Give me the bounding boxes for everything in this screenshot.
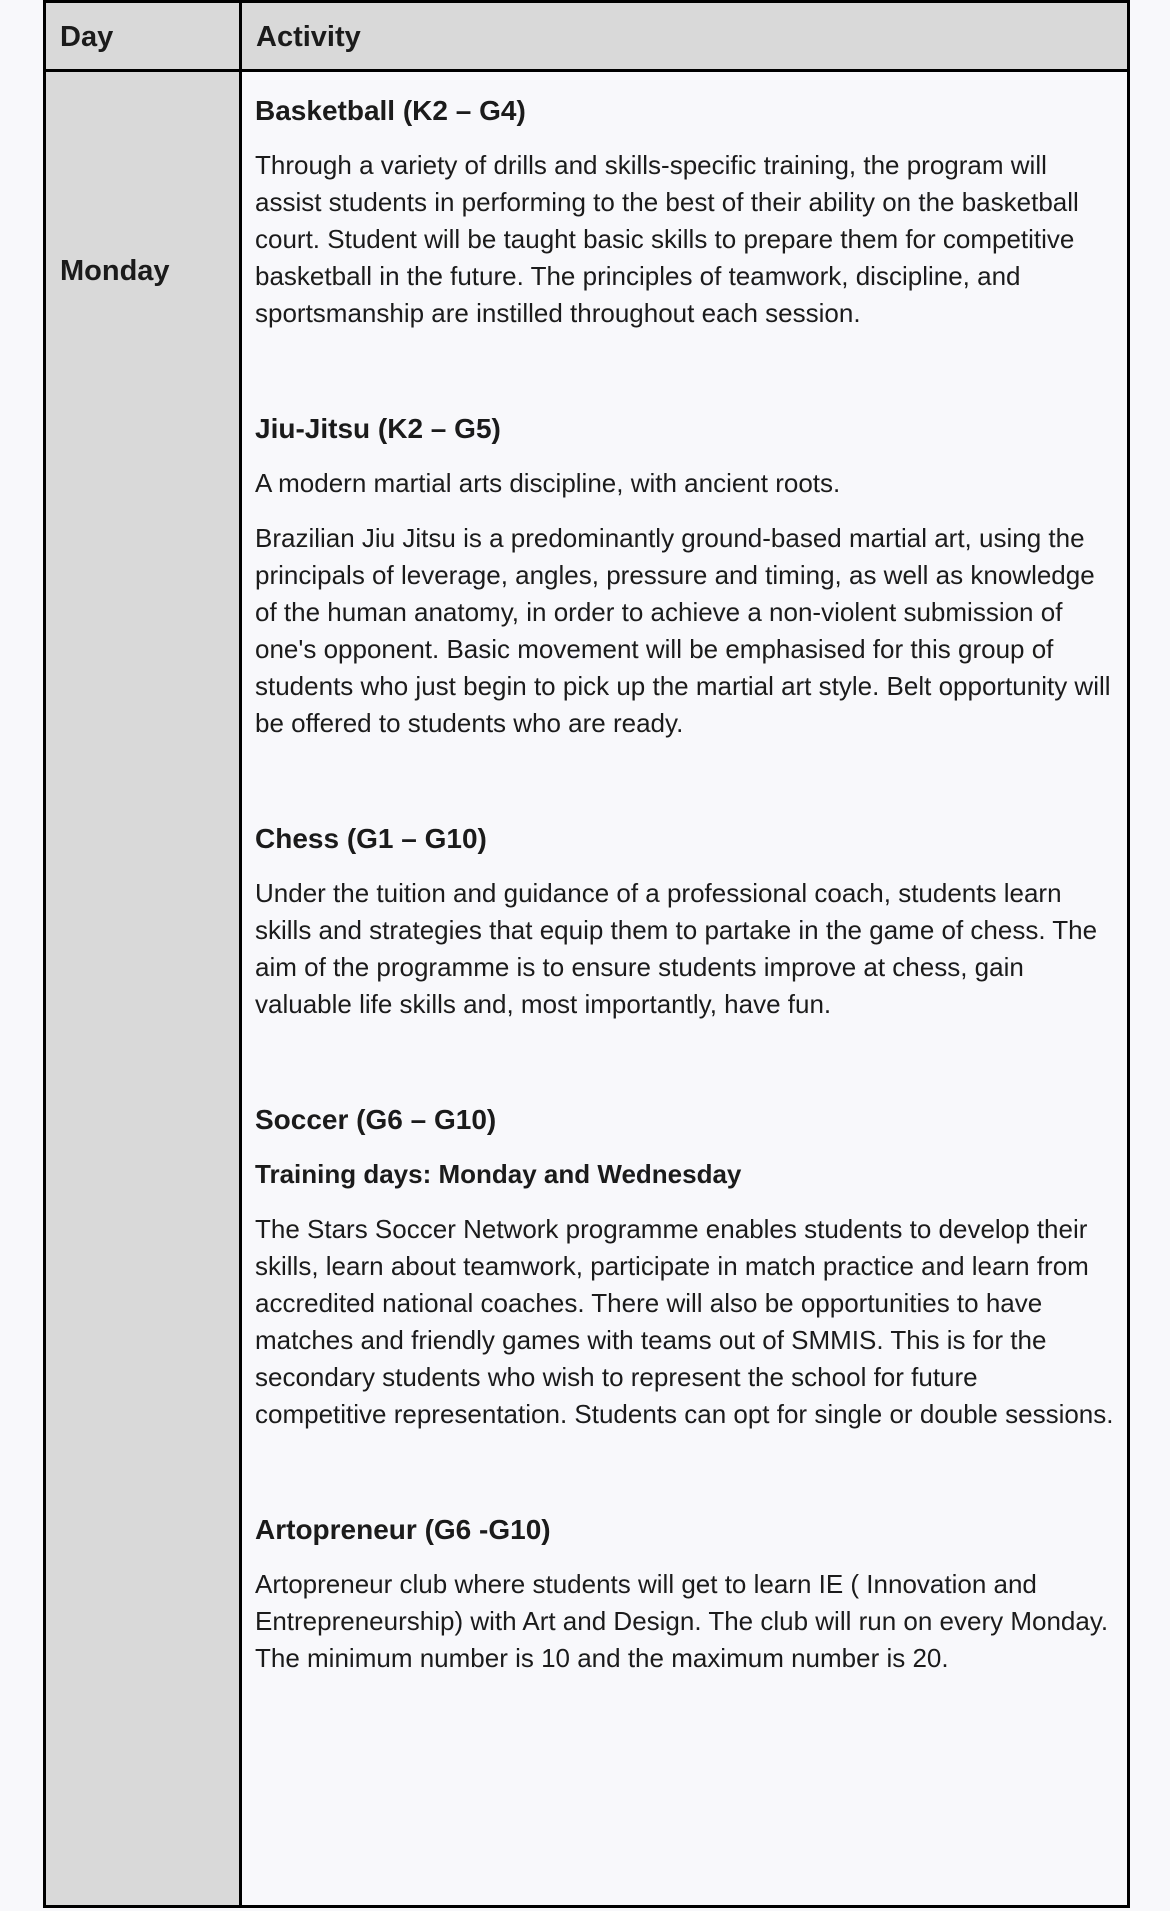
activity-block (255, 1511, 1115, 1677)
activity-block (255, 410, 1115, 742)
activity-title: Soccer (G6 – G10) (255, 1104, 497, 1135)
activity-paragraph: A modern martial arts discipline, with ancient roots. (255, 468, 841, 498)
column-header-activity: Activity (241, 2, 1129, 71)
schedule-table (43, 0, 1130, 1908)
activity-block (255, 1101, 1115, 1433)
activity-title: Chess (G1 – G10) (255, 823, 487, 854)
activity-title: Basketball (K2 – G4) (255, 95, 526, 126)
activity-block (255, 92, 1115, 332)
activity-paragraph: Brazilian Jiu Jitsu is a predominantly ground-based martial art, using the principals of leverage, angles, pressure and timing, as well as knowledge of the human anatomy, in order to achieve a non-violent submission of one's opponent. Basic movement will be emphasised for this group of students who just begin to pick up the martial art style. Belt opportunity will be offered to students who are ready. (255, 523, 1111, 738)
activity-cell (241, 71, 1129, 1907)
activity-title: Artopreneur (G6 -G10) (255, 1514, 551, 1545)
activity-paragraph: Through a variety of drills and skills-specific training, the program will assist students in performing to the best of their ability on the basketball court. Student will be taught basic skills to prepare them for competitive basketball in the future. The principles of teamwork, discipline, and sportsmanship are instilled throughout each session. (255, 150, 1079, 328)
activity-subtitle: Training days: Monday and Wednesday (255, 1159, 742, 1189)
activity-paragraph: The Stars Soccer Network programme enables students to develop their skills, learn about teamwork, participate in match practice and learn from accredited national coaches. There will also be opportunities to have matches and friendly games with teams out of SMMIS. This is for the secondary students who wish to represent the school for future competitive representation. Students can opt for single or double sessions. (255, 1214, 1114, 1429)
day-cell: Monday (45, 71, 241, 1907)
table-header-row (45, 2, 1129, 71)
table-row-monday (45, 71, 1129, 1907)
activity-title: Jiu-Jitsu (K2 – G5) (255, 413, 501, 444)
column-header-day: Day (45, 2, 241, 71)
activity-paragraph: Artopreneur club where students will get to learn IE ( Innovation and Entrepreneurship) with Art and Design. The club will run on every Monday. The minimum number is 10 and the maximum number is 20. (255, 1569, 1109, 1673)
activity-paragraph: Under the tuition and guidance of a professional coach, students learn skills and strategies that equip them to partake in the game of chess. The aim of the programme is to ensure students improve at chess, gain valuable life skills and, most importantly, have fun. (255, 878, 1098, 1019)
activity-block (255, 820, 1115, 1023)
